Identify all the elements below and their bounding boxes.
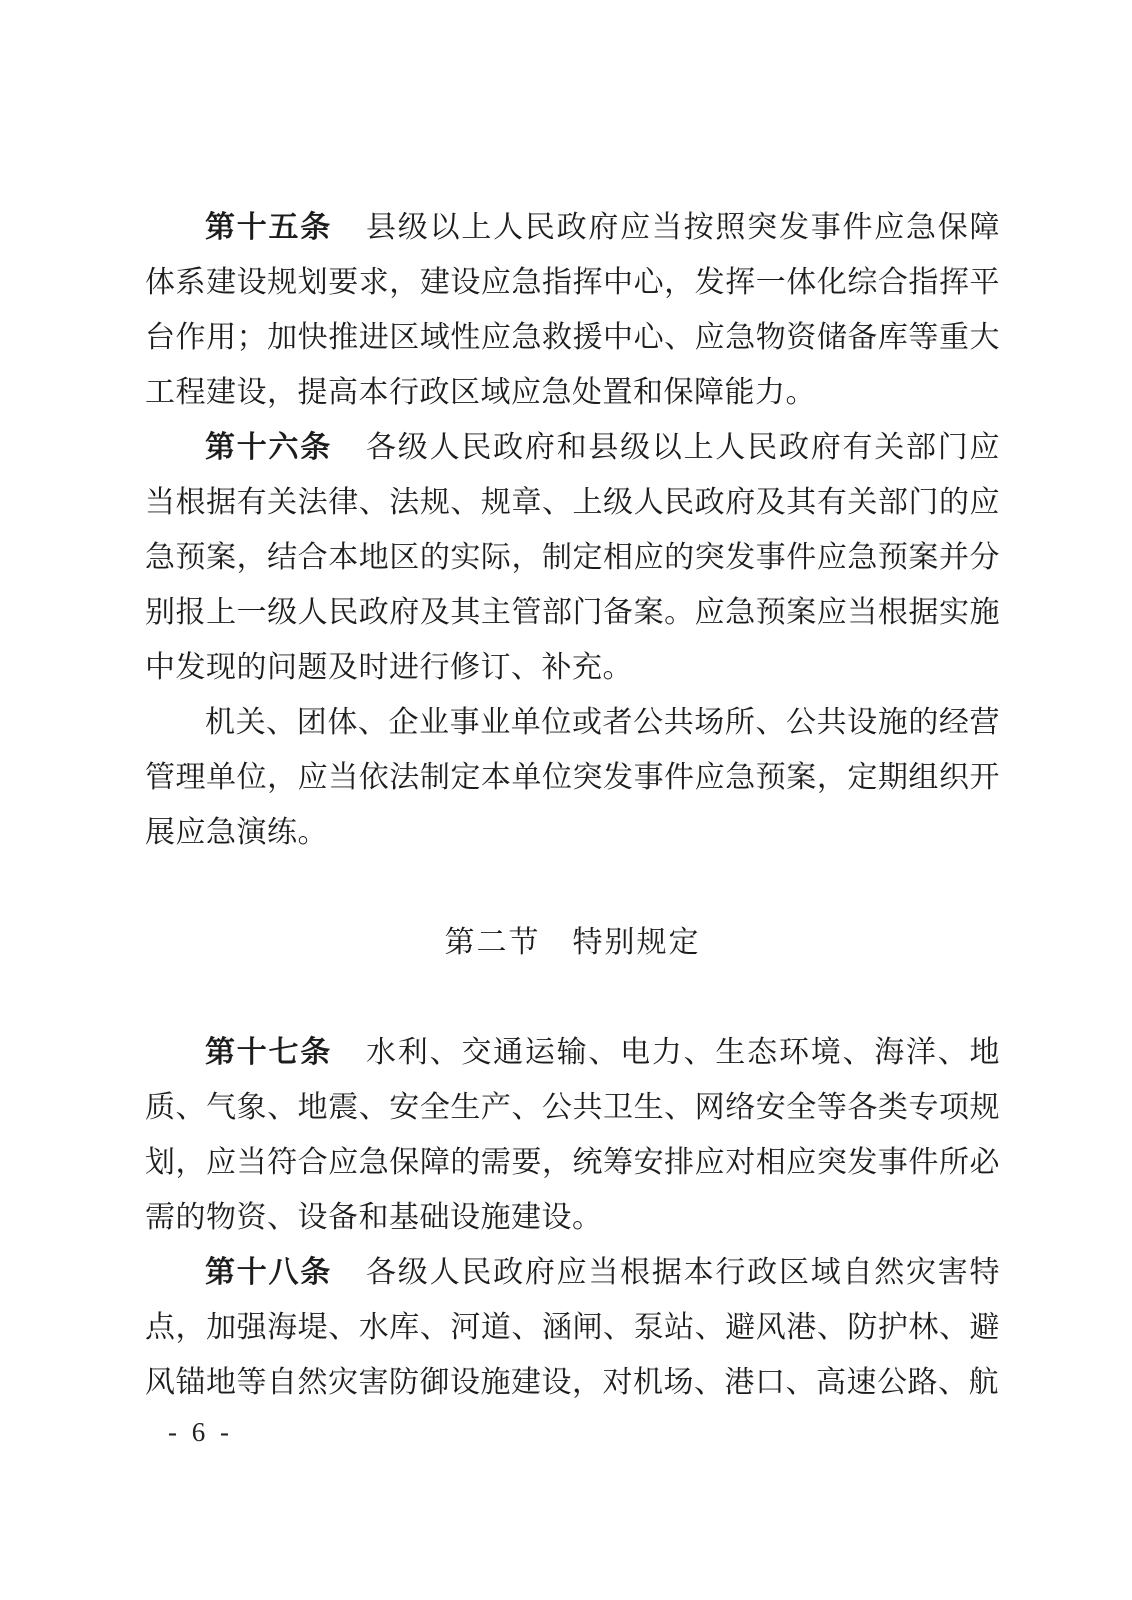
article-number: 第十六条	[205, 431, 333, 464]
article-paragraph	[145, 1245, 1000, 1410]
article-paragraph	[145, 695, 1000, 860]
article-number: 第十五条	[205, 211, 333, 244]
article-text: 各级人民政府和县级以上人民政府有关部门应当根据有关法律、法规、规章、上级人民政府及其有关部门的应急预案，结合本地区的实际，制定相应的突发事件应急预案并分别报上一级人民政府及其主管部门备案。应急预案应当根据实施中发现的问题及时进行修订、补充。	[145, 431, 1001, 684]
article-number: 第十七条	[205, 1036, 333, 1069]
article-paragraph	[145, 420, 1000, 695]
page-number: - 6 -	[168, 1417, 233, 1447]
article-text: 机关、团体、企业事业单位或者公共场所、公共设施的经营管理单位，应当依法制定本单位突发事件应急预案，定期组织开展应急演练。	[145, 706, 1000, 849]
document-body	[145, 200, 1000, 1410]
section-heading: 第二节 特别规定	[444, 926, 701, 959]
article-text: 县级以上人民政府应当按照突发事件应急保障体系建设规划要求，建设应急指挥中心，发挥一体化综合指挥平台作用；加快推进区域性应急救援中心、应急物资储备库等重大工程建设，提高本行政区域应急处置和保障能力。	[145, 211, 1001, 409]
article-number: 第十八条	[205, 1256, 333, 1289]
article-text: 水利、交通运输、电力、生态环境、海洋、地质、气象、地震、安全生产、公共卫生、网络安全等各类专项规划，应当符合应急保障的需要，统筹安排应对相应突发事件所必需的物资、设备和基础设施建设。	[145, 1036, 1001, 1234]
article-paragraph	[145, 200, 1000, 420]
article-paragraph	[145, 1025, 1000, 1245]
article-text: 各级人民政府应当根据本行政区域自然灾害特点，加强海堤、水库、河道、涵闸、泵站、避风港、防护林、避风锚地等自然灾害防御设施建设，对机场、港口、高速公路、航	[145, 1256, 1001, 1399]
